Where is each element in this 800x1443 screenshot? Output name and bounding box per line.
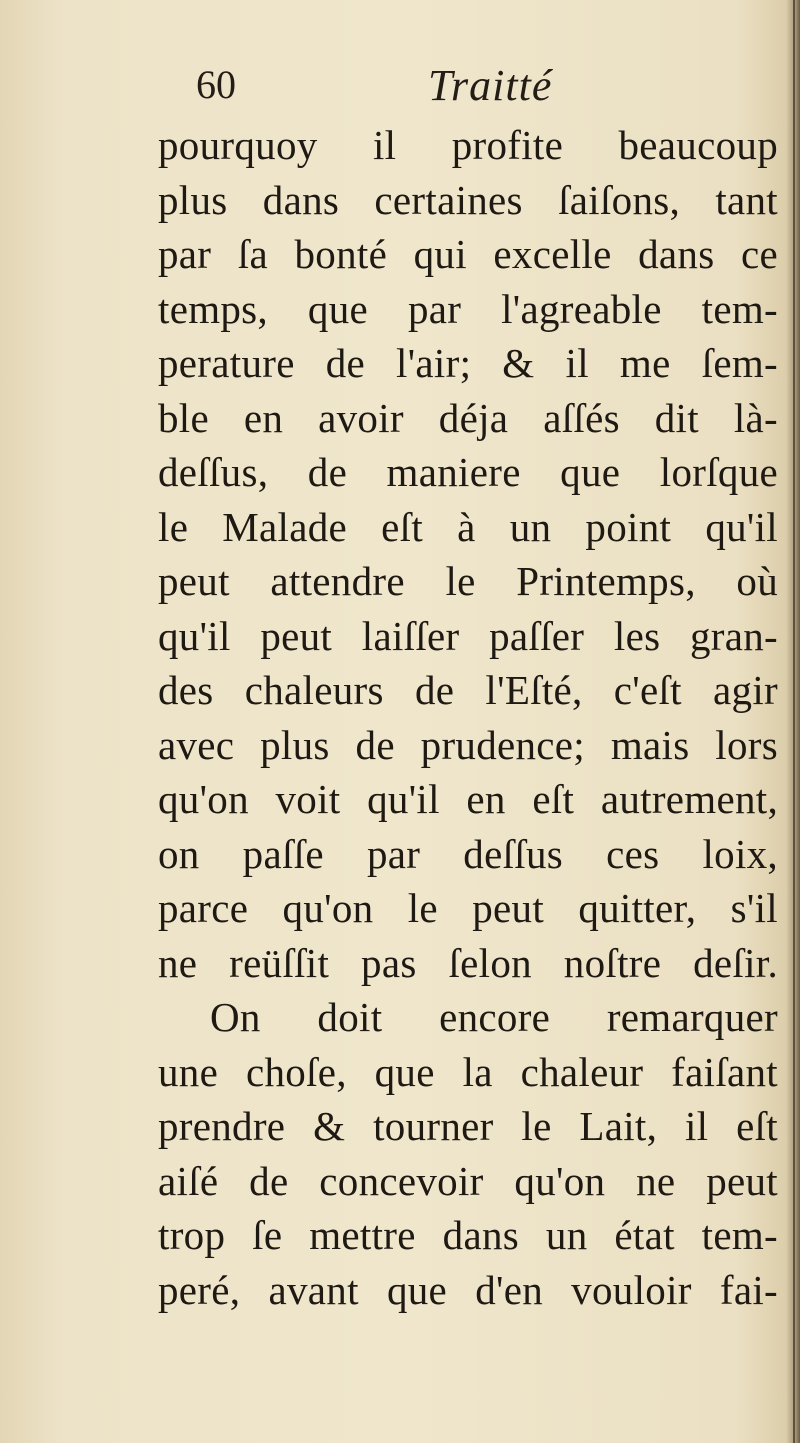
text-line: deſſus, de maniere que lorſque — [158, 449, 778, 495]
text-line: ne reüſſit pas ſelon noſtre deſir. — [158, 939, 778, 986]
text-line: des chaleurs de l'Eſté, c'eſt agir — [158, 667, 778, 713]
page-edge-line — [793, 0, 795, 1443]
text-line: trop ſe mettre dans un état tem- — [158, 1212, 778, 1258]
text-line: peré, avant que d'en vouloir fai- — [158, 1266, 778, 1313]
page-number: 60 — [196, 62, 236, 107]
text-line: plus dans certaines ſaiſons, tant — [158, 176, 778, 223]
body-text — [158, 118, 778, 1317]
text-line: temps, que par l'agreable tem- — [158, 285, 778, 332]
text-line: le Malade eſt à un point qu'il — [158, 503, 778, 550]
text-line: perature de l'air; & il me ſem- — [158, 340, 778, 386]
text-line: On doit encore remarquer — [210, 994, 778, 1040]
running-title: Traitté — [428, 61, 553, 110]
text-line: qu'on voit qu'il en eſt autrement, — [158, 776, 778, 822]
text-line: on paſſe par deſſus ces loix, — [158, 830, 778, 877]
text-line: qu'il peut laiſſer paſſer les gran- — [158, 612, 778, 659]
text-line: par ſa bonté qui excelle dans ce — [158, 231, 778, 277]
text-line: avec plus de prudence; mais lors — [158, 721, 778, 768]
text-line: parce qu'on le peut quitter, s'il — [158, 885, 778, 931]
text-line: ble en avoir déja aſſés dit là- — [158, 394, 778, 441]
text-line: prendre & tourner le Lait, il eſt — [158, 1103, 778, 1149]
text-line: pourquoy il profite beaucoup — [158, 122, 778, 168]
page-header — [196, 60, 756, 120]
text-line: peut attendre le Printemps, où — [158, 558, 778, 604]
text-line: aiſé de concevoir qu'on ne peut — [158, 1157, 778, 1204]
text-line: une choſe, que la chaleur faiſant — [158, 1048, 778, 1095]
